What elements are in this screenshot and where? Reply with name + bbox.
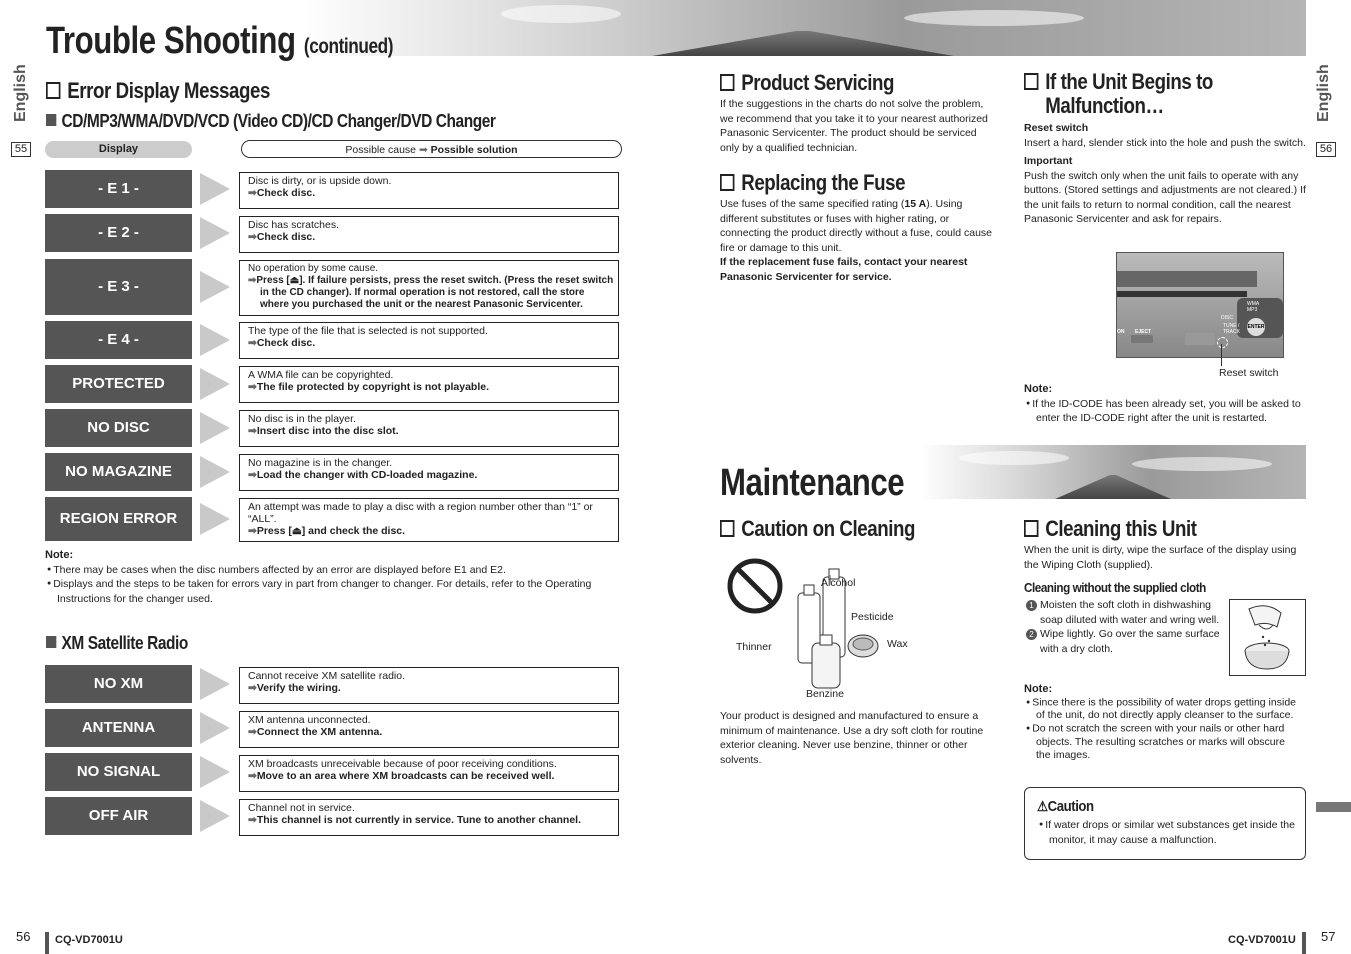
cause-solution-header: Possible cause ➡ Possible solution [241, 140, 622, 158]
cleaning-without-title: Cleaning without the supplied cloth [1024, 580, 1206, 595]
model-code-right: CQ-VD7001U [1228, 934, 1296, 946]
arrow-icon [200, 800, 230, 832]
arrow-icon [200, 271, 230, 303]
error-solution: An attempt was made to play a disc with a region number other than “1” or “ALL”. ➡ Press [⏏] and check the disc. [239, 498, 619, 542]
section-title-product-servicing: Product Servicing [720, 70, 894, 96]
display-header: Display [45, 141, 192, 158]
xm-error-solution: Cannot receive XM satellite radio. ➡ Verify the wiring. [239, 667, 619, 704]
fuse-text: Use fuses of the same specified rating (15 A). Using different substitutes or fuses with higher rating, or connecting the product directly without a fuse, could cause fire or damage to this unit. If the replacement fuse fails, contact your nearest Panasonic Servicenter for service. [720, 198, 992, 283]
error-solution: No magazine is in the changer. ➡ Load the changer with CD-loaded magazine. [239, 454, 619, 491]
arrow-icon [200, 456, 230, 488]
footer-bar-right [1302, 932, 1306, 954]
arrow-icon [200, 712, 230, 744]
error-solution: A WMA file can be copyrighted. ➡ The file protected by copyright is not playable. [239, 366, 619, 403]
side-page-number-right: 56 [1316, 142, 1336, 157]
arrow-icon [200, 324, 230, 356]
page-title: Trouble Shooting (continued) [46, 20, 394, 62]
subsection-title-xm: XM Satellite Radio [46, 633, 188, 654]
arrow-icon [200, 756, 230, 788]
language-tab-left: English [12, 64, 29, 122]
section-title-error-display: Error Display Messages [46, 78, 270, 104]
arrow-icon [200, 368, 230, 400]
error-solution: No operation by some cause. ➡ Press [⏏]. If failure persists, press the reset switch. (Press the reset switch in the CD changer). If normal operation is not restored, call the store where you purchased the unit or the nearest Panasonic Servicenter. [239, 260, 619, 316]
cleaning-notes: Note: ● Since there is the possibility of water drops getting inside of the unit, do not directly apply cleanser to the surface. ● Do not scratch the screen with your nails or other hard objects. The resulting scratches or marks will obscure the images. [1024, 683, 1300, 762]
error-solution: Disc is dirty, or is upside down. ➡ Check disc. [239, 172, 619, 209]
product-servicing-text: If the suggestions in the charts do not solve the problem, we recommend that you take it to your nearest authorized Panasonic Servicenter. The product should be serviced only by a qualified technician. [720, 98, 988, 154]
reset-switch-caption: Reset switch [1219, 367, 1279, 379]
language-tab-right: English [1315, 64, 1332, 122]
subsection-title-cd: CD/MP3/WMA/DVD/VCD (Video CD)/CD Changer/DVD Changer [46, 111, 496, 132]
arrow-icon [200, 668, 230, 700]
error-code: - E 2 - [45, 214, 192, 252]
error-solution: Disc has scratches. ➡ Check disc. [239, 216, 619, 253]
xm-error-code: ANTENNA [45, 709, 192, 747]
footer-bar-left [45, 932, 49, 954]
reset-note: Note: ● If the ID-CODE has been already set, you will be asked to enter the ID-CODE right after the unit is restarted. [1024, 382, 1306, 426]
arrow-icon [200, 503, 230, 535]
xm-error-code: NO SIGNAL [45, 753, 192, 791]
section-title-fuse: Replacing the Fuse [720, 170, 905, 196]
maintenance-banner [920, 445, 1306, 499]
reset-switch-leader-line [1221, 344, 1222, 366]
arrow-icon [200, 173, 230, 205]
caution-cleaning-text: Your product is designed and manufactured to ensure a minimum of maintenance. Use a dry soft cloth for routine exterior cleaning. Never use benzine, thinner or other solvents. [720, 710, 984, 766]
section-title-caution-cleaning: Caution on Cleaning [720, 516, 915, 542]
maintenance-title: Maintenance [720, 462, 905, 504]
label-benzine: Benzine [806, 688, 844, 700]
cleaning-steps: 1 Moisten the soft cloth in dishwashing soap diluted with water and wring well. 2 Wipe lightly. Go over the same surface with a dry cloth. [1024, 598, 1222, 656]
label-thinner: Thinner [736, 641, 772, 653]
xm-error-solution: XM antenna unconnected. ➡ Connect the XM antenna. [239, 711, 619, 748]
error-code: PROTECTED [45, 365, 192, 403]
xm-error-solution: Channel not in service. ➡ This channel is not currently in service. Tune to another channel. [239, 799, 619, 836]
wringing-cloth-illustration [1229, 599, 1306, 676]
label-alcohol: Alcohol [821, 577, 856, 589]
error-solution: No disc is in the player. ➡ Insert disc into the disc slot. [239, 410, 619, 447]
header-banner-left [300, 0, 1306, 56]
warning-triangle-icon: ⚠ [1037, 798, 1048, 814]
cleaning-unit-text: When the unit is dirty, wipe the surface of the display using the Wiping Cloth (supplied). [1024, 544, 1297, 571]
reset-switch-section: Reset switch Insert a hard, slender stick into the hole and push the switch. Important Push the switch only when the unit fails to operate with any buttons. (Stored settings and adjustments are not cleared.) If the unit fails to return to normal condition, call the nearest Panasonic Servicenter and ask for repairs. [1024, 122, 1306, 225]
error-code: NO DISC [45, 409, 192, 447]
arrow-icon [200, 412, 230, 444]
section-title-cleaning-unit: Cleaning this Unit [1024, 516, 1197, 542]
error-code: - E 3 - [45, 259, 192, 315]
error-code: NO MAGAZINE [45, 453, 192, 491]
side-page-number-left: 55 [11, 142, 31, 157]
label-pesticide: Pesticide [851, 611, 894, 623]
error-code: - E 4 - [45, 321, 192, 359]
arrow-icon [200, 217, 230, 249]
model-code-left: CQ-VD7001U [55, 934, 123, 946]
xm-error-code: NO XM [45, 665, 192, 703]
caution-box: ⚠Caution ● If water drops or similar wet substances get inside the monitor, it may cause a malfunction. [1024, 787, 1306, 860]
error-code: REGION ERROR [45, 497, 192, 541]
page-number-right: 57 [1321, 929, 1336, 944]
error-solution: The type of the file that is selected is not supported. ➡ Check disc. [239, 322, 619, 359]
side-tab-marker [1316, 802, 1351, 812]
label-wax: Wax [887, 638, 908, 650]
chemicals-illustration [720, 555, 920, 695]
page-number-left: 56 [16, 929, 31, 944]
unit-front-panel-illustration: ENTER ON EJECT WMA MP3 DISC TUNE / TRACK [1116, 252, 1284, 358]
error-code: - E 1 - [45, 170, 192, 208]
xm-error-code: OFF AIR [45, 797, 192, 835]
section-title-malfunction: If the Unit Begins to Malfunction… [1024, 70, 1213, 118]
error-notes: Note: ● There may be cases when the disc numbers affected by an error are displayed before E1 and E2. ● Displays and the steps to be taken for errors vary in part from changer to changer. For details, refer to the Operating Instructions for the changer used. [45, 548, 615, 606]
xm-error-solution: XM broadcasts unreceivable because of poor receiving conditions. ➡ Move to an area where XM broadcasts can be received well. [239, 755, 619, 792]
